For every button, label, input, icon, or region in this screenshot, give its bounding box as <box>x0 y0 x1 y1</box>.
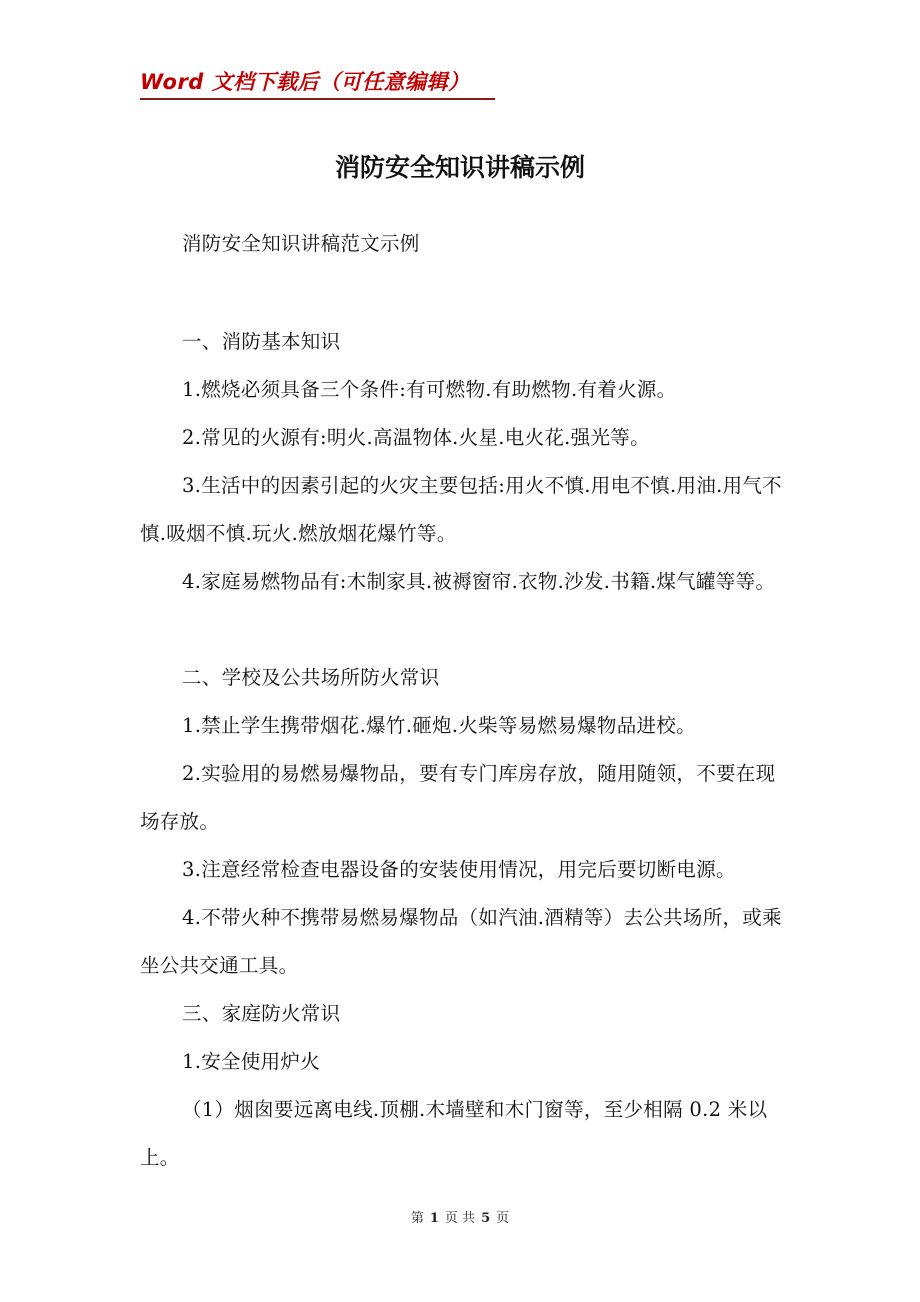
document-subtitle: 消防安全知识讲稿范文示例 <box>182 232 420 255</box>
banner-text: Word 文档下载后（可任意编辑） <box>140 70 470 94</box>
paragraph: 2.常见的火源有:明火.高温物体.火星.电火花.强光等。 <box>182 426 650 449</box>
page-footer <box>0 1207 920 1226</box>
paragraph: 1.安全使用炉火 <box>182 1050 321 1073</box>
paragraph: 1.禁止学生携带烟花.爆竹.砸炮.火柴等易燃易爆物品进校。 <box>182 714 696 737</box>
paragraph: （1）烟囱要远离电线.顶棚.木墙壁和木门窗等，至少相隔 0.2 米以上。 <box>140 1098 768 1169</box>
document-title: 消防安全知识讲稿示例 <box>334 153 585 182</box>
paragraph: 3.生活中的因素引起的火灾主要包括:用火不慎.用电不慎.用油.用气不慎.吸烟不慎.玩火.燃放烟花爆竹等。 <box>140 474 782 545</box>
download-banner <box>140 64 495 100</box>
section-heading-3: 三、家庭防火常识 <box>182 1002 341 1025</box>
footer-total-pages: 5 <box>481 1211 491 1226</box>
footer-middle: 页 共 <box>444 1211 476 1226</box>
paragraph: 1.燃烧必须具备三个条件:有可燃物.有助燃物.有着火源。 <box>182 378 677 401</box>
paragraph: 3.注意经常检查电器设备的安装使用情况，用完后要切断电源。 <box>182 858 736 881</box>
footer-current-page: 1 <box>429 1211 439 1226</box>
section-heading-1: 一、消防基本知识 <box>182 330 341 353</box>
paragraph: 4.家庭易燃物品有:木制家具.被褥窗帘.衣物.沙发.书籍.煤气罐等等。 <box>182 570 776 593</box>
section-heading-2: 二、学校及公共场所防火常识 <box>182 666 440 689</box>
footer-suffix: 页 <box>496 1211 510 1226</box>
footer-prefix: 第 <box>410 1211 424 1226</box>
paragraph: 2.实验用的易燃易爆物品，要有专门库房存放，随用随领，不要在现场存放。 <box>140 762 776 833</box>
paragraph: 4.不带火种不携带易燃易爆物品（如汽油.酒精等）去公共场所，或乘坐公共交通工具。 <box>140 906 782 977</box>
